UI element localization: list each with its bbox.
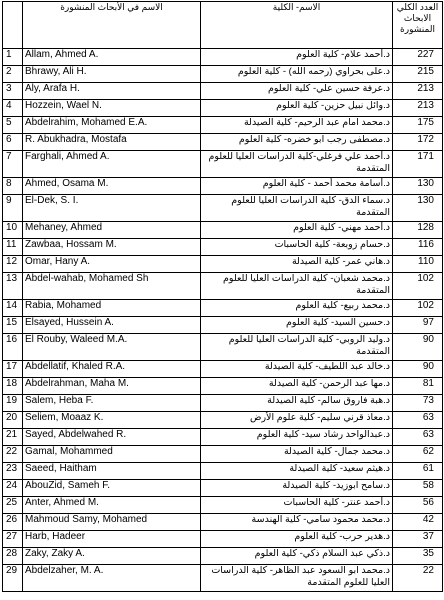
row-number: 7	[3, 151, 23, 178]
row-faculty: د.ذكي عبد السلام ذكي- كلية العلوم	[201, 548, 393, 565]
row-name: El-Dek, S. I.	[23, 195, 201, 222]
row-faculty: د.مصطفى رجب ابو خضره- كلية العلوم	[201, 134, 393, 151]
row-total: 56	[393, 497, 443, 514]
row-faculty: د.سامح ابوزيد- كلية الصيدلة	[201, 480, 393, 497]
row-total: 116	[393, 239, 443, 256]
row-number: 10	[3, 222, 23, 239]
table-row	[3, 412, 443, 429]
row-number: 1	[3, 49, 23, 66]
row-name: Hozzein, Wael N.	[23, 100, 201, 117]
table-row	[3, 531, 443, 548]
row-faculty: د.حسام زوبعة- كلية الحاسبات	[201, 239, 393, 256]
row-name: Saeed, Haitham	[23, 463, 201, 480]
row-number: 14	[3, 300, 23, 317]
row-faculty: د.مها عبد الرحمن- كلية الصيدلة	[201, 378, 393, 395]
row-name: Anter, Ahmed M.	[23, 497, 201, 514]
table-row	[3, 361, 443, 378]
row-total: 63	[393, 429, 443, 446]
row-total: 81	[393, 378, 443, 395]
row-total: 90	[393, 361, 443, 378]
row-name: Allam, Ahmed A.	[23, 49, 201, 66]
row-total: 102	[393, 273, 443, 300]
row-total: 42	[393, 514, 443, 531]
header-name: الاسم في الأبحاث المنشورة	[23, 2, 201, 49]
row-number: 23	[3, 463, 23, 480]
row-number: 13	[3, 273, 23, 300]
table-row	[3, 395, 443, 412]
row-name: Mehaney, Ahmed	[23, 222, 201, 239]
table-row	[3, 178, 443, 195]
row-number: 4	[3, 100, 23, 117]
row-total: 130	[393, 178, 443, 195]
row-name: Abdelzaher, M. A.	[23, 565, 201, 592]
table-row	[3, 565, 443, 592]
row-number: 6	[3, 134, 23, 151]
row-name: Aly, Arafa H.	[23, 83, 201, 100]
table-row	[3, 100, 443, 117]
row-name: Gamal, Mohammed	[23, 446, 201, 463]
row-number: 17	[3, 361, 23, 378]
row-total: 213	[393, 83, 443, 100]
table-row	[3, 66, 443, 83]
row-number: 9	[3, 195, 23, 222]
row-faculty: د.محمد شعبان- كلية الدراسات العليا للعلوم المتقدمة	[201, 273, 393, 300]
row-faculty: د.عرفة حسين علي- كلية العلوم	[201, 83, 393, 100]
row-faculty: د.هبة فاروق سالم- كلية الصيدلة	[201, 395, 393, 412]
row-total: 73	[393, 395, 443, 412]
row-total: 130	[393, 195, 443, 222]
table-row	[3, 256, 443, 273]
header-row	[3, 2, 443, 49]
table-row	[3, 239, 443, 256]
row-total: 227	[393, 49, 443, 66]
row-name: Rabia, Mohamed	[23, 300, 201, 317]
row-faculty: د.أحمد مهني- كلية العلوم	[201, 222, 393, 239]
row-faculty: د.عبدالواحد رشاد سيد- كلية العلوم	[201, 429, 393, 446]
row-number: 16	[3, 334, 23, 361]
table-row	[3, 429, 443, 446]
table-row	[3, 446, 443, 463]
row-name: El Rouby, Waleed M.A.	[23, 334, 201, 361]
row-number: 15	[3, 317, 23, 334]
row-faculty: د.وائل نبيل حزين- كلية العلوم	[201, 100, 393, 117]
row-number: 29	[3, 565, 23, 592]
table-row	[3, 317, 443, 334]
table-row	[3, 548, 443, 565]
row-total: 90	[393, 334, 443, 361]
row-name: Abdel-wahab, Mohamed Sh	[23, 273, 201, 300]
row-total: 171	[393, 151, 443, 178]
row-name: Harb, Hadeer	[23, 531, 201, 548]
table-row	[3, 151, 443, 178]
table-row	[3, 222, 443, 239]
table-row	[3, 480, 443, 497]
row-faculty: د.محمد امام عبد الرحيم- كلية الصيدلة	[201, 117, 393, 134]
row-name: Omar, Hany A.	[23, 256, 201, 273]
row-number: 18	[3, 378, 23, 395]
row-total: 215	[393, 66, 443, 83]
table-body	[3, 49, 443, 592]
table-row	[3, 300, 443, 317]
table-row	[3, 514, 443, 531]
row-total: 62	[393, 446, 443, 463]
row-number: 12	[3, 256, 23, 273]
row-name: Abdellatif, Khaled R.A.	[23, 361, 201, 378]
header-faculty: الاسم- الكلية	[201, 2, 393, 49]
row-faculty: د.معاذ قرني سليم- كلية علوم الأرض	[201, 412, 393, 429]
table-row	[3, 83, 443, 100]
row-faculty: د.محمد جمال- كلية الصيدلة	[201, 446, 393, 463]
row-faculty: د.محمد ربيع- كلية العلوم	[201, 300, 393, 317]
row-number: 27	[3, 531, 23, 548]
row-faculty: د.هدير حرب- كلية العلوم	[201, 531, 393, 548]
row-total: 37	[393, 531, 443, 548]
row-number: 11	[3, 239, 23, 256]
row-number: 21	[3, 429, 23, 446]
row-faculty: د.سماء الدق- كلية الدراسات العليا للعلوم المتقدمة	[201, 195, 393, 222]
row-total: 102	[393, 300, 443, 317]
row-number: 25	[3, 497, 23, 514]
row-name: Farghali, Ahmed A.	[23, 151, 201, 178]
row-number: 22	[3, 446, 23, 463]
table-row	[3, 49, 443, 66]
row-name: Zaky, Zaky A.	[23, 548, 201, 565]
table-row	[3, 117, 443, 134]
row-total: 61	[393, 463, 443, 480]
table-row	[3, 378, 443, 395]
row-total: 35	[393, 548, 443, 565]
row-name: Ahmed, Osama M.	[23, 178, 201, 195]
row-number: 8	[3, 178, 23, 195]
table-row	[3, 463, 443, 480]
row-number: 5	[3, 117, 23, 134]
row-number: 2	[3, 66, 23, 83]
row-faculty: د.محمد محمود سامي- كلية الهندسة	[201, 514, 393, 531]
row-name: Bhrawy, Ali H.	[23, 66, 201, 83]
researchers-table	[2, 1, 443, 592]
row-faculty: د.أسامة محمد أحمد - كلية العلوم	[201, 178, 393, 195]
row-number: 3	[3, 83, 23, 100]
row-total: 110	[393, 256, 443, 273]
row-faculty: د.أحمد علام- كلية العلوم	[201, 49, 393, 66]
row-number: 26	[3, 514, 23, 531]
row-total: 22	[393, 565, 443, 592]
table-row	[3, 334, 443, 361]
row-total: 63	[393, 412, 443, 429]
row-number: 19	[3, 395, 23, 412]
row-total: 172	[393, 134, 443, 151]
header-total: العدد الكلي الابحاث المنشورة	[393, 2, 443, 49]
row-total: 128	[393, 222, 443, 239]
row-name: R. Abukhadra, Mostafa	[23, 134, 201, 151]
row-name: Seliem, Moaaz K.	[23, 412, 201, 429]
header-number	[3, 2, 23, 49]
row-total: 97	[393, 317, 443, 334]
row-number: 24	[3, 480, 23, 497]
row-name: Elsayed, Hussein A.	[23, 317, 201, 334]
row-name: Abdelrahman, Maha M.	[23, 378, 201, 395]
row-faculty: د.أحمد عنتر- كلية الحاسبات	[201, 497, 393, 514]
row-faculty: د.حسين السيد- كلية العلوم	[201, 317, 393, 334]
row-number: 20	[3, 412, 23, 429]
row-total: 175	[393, 117, 443, 134]
row-faculty: د.محمد ابو السعود عبد الظاهر- كلية الدراسات العليا للعلوم المتقدمة	[201, 565, 393, 592]
row-name: Sayed, Abdelwahed R.	[23, 429, 201, 446]
row-name: Zawbaa, Hossam M.	[23, 239, 201, 256]
row-name: Abdelrahim, Mohamed E.A.	[23, 117, 201, 134]
table-row	[3, 134, 443, 151]
row-name: AbouZid, Sameh F.	[23, 480, 201, 497]
row-faculty: د.أحمد علي فرغلي-كلية الدراسات العليا للعلوم المتقدمة	[201, 151, 393, 178]
table-row	[3, 497, 443, 514]
row-number: 28	[3, 548, 23, 565]
row-faculty: د.وليد الروبي- كلية الدراسات العليا للعلوم المتقدمة	[201, 334, 393, 361]
row-name: Salem, Heba F.	[23, 395, 201, 412]
row-faculty: د.هيثم سعيد- كلية الصيدلة	[201, 463, 393, 480]
table-row	[3, 273, 443, 300]
row-faculty: د.على بحراوي (رحمه الله) - كلية العلوم	[201, 66, 393, 83]
row-total: 58	[393, 480, 443, 497]
row-name: Mahmoud Samy, Mohamed	[23, 514, 201, 531]
row-total: 213	[393, 100, 443, 117]
row-faculty: د.هاني عمر- كلية الصيدلة	[201, 256, 393, 273]
row-faculty: د.خالد عبد اللطيف- كلية الصيدلة	[201, 361, 393, 378]
table-row	[3, 195, 443, 222]
